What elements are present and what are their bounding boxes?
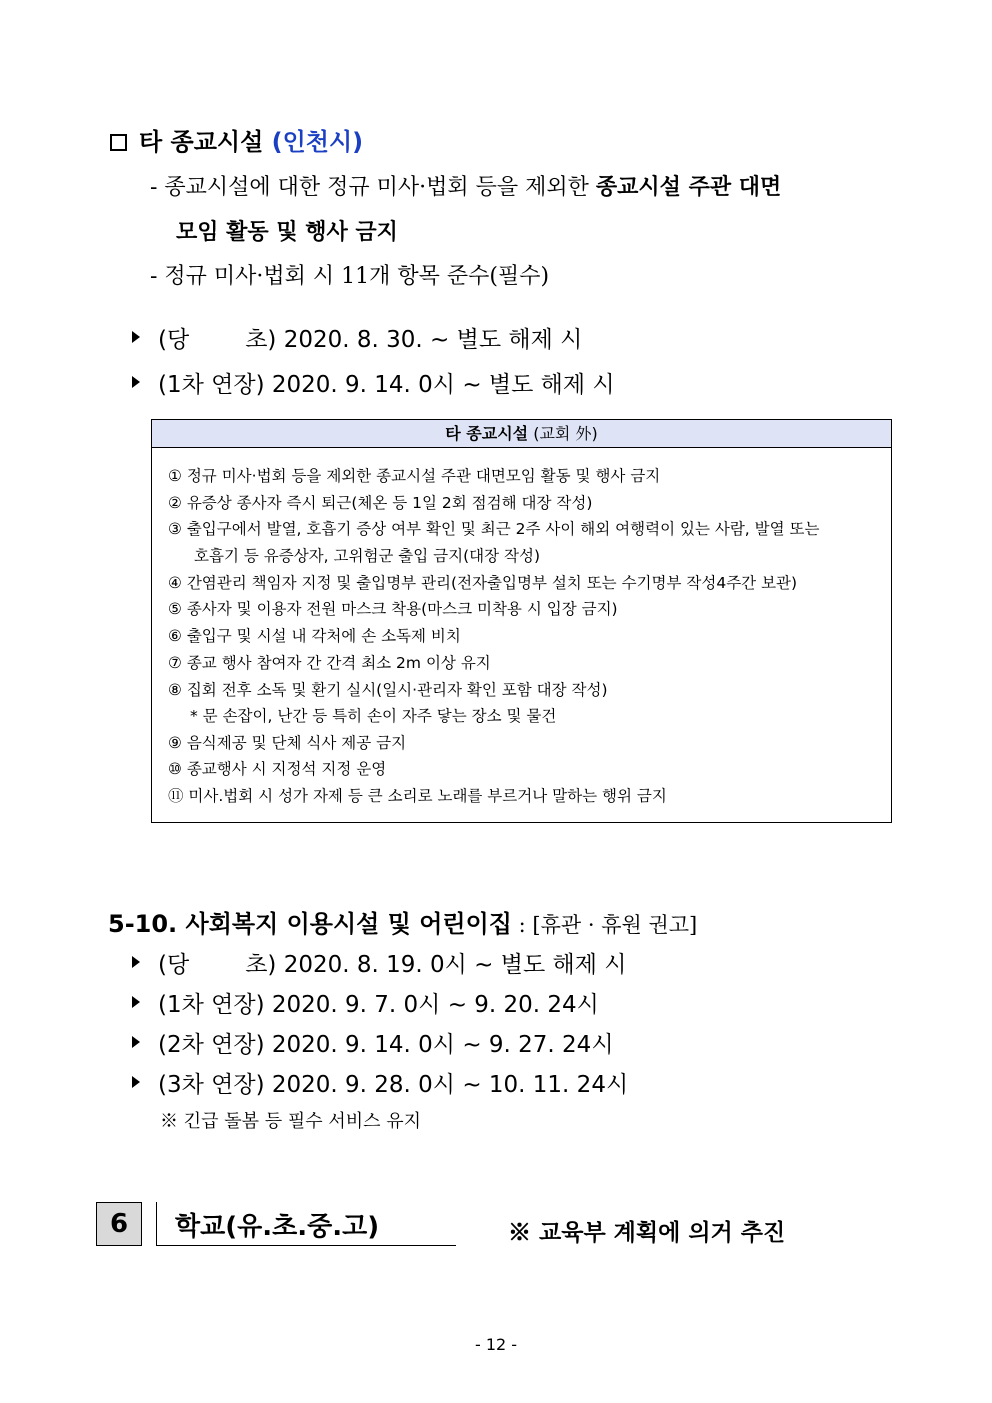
triangle-bullet-icon <box>132 331 140 343</box>
section-title-welfare: 5-10. 사회복지 이용시설 및 어린이집 : [휴관 · 휴원 권고] <box>108 910 698 938</box>
rule-item: ④ 간염관리 책임자 지정 및 출입명부 관리(전자출입명부 설치 또는 수기명부 작성4주간 보관) <box>168 574 798 592</box>
rule-item: ⑦ 종교 행사 참여자 간 간격 최소 2m 이상 유지 <box>168 654 491 672</box>
period-row: (당 초) 2020. 8. 30. ~ 별도 해제 시 <box>132 321 582 354</box>
period-row: (2차 연장) 2020. 9. 14. 0시 ~ 9. 27. 24시 <box>132 1026 614 1059</box>
bullet-line: - 종교시설에 대한 정규 미사·법회 등을 제외한 종교시설 주관 대면 <box>150 174 782 200</box>
section-title-religion <box>110 122 363 157</box>
rule-item: ⑨ 음식제공 및 단체 식사 제공 금지 <box>168 734 407 752</box>
school-note: ※ 교육부 계획에 의거 추진 <box>508 1219 786 1246</box>
bullet-line: - 정규 미사·법회 시 11개 항목 준수(필수) <box>150 264 550 289</box>
rule-item: ① 정규 미사·법회 등을 제외한 종교시설 주관 대면모임 활동 및 행사 금지 <box>168 467 661 485</box>
triangle-bullet-icon <box>132 376 140 388</box>
rule-item: ⑧ 집회 전후 소독 및 환기 실시(일시·관리자 확인 포함 대장 작성) <box>168 681 608 699</box>
rule-item: ③ 출입구에서 발열, 호흡기 증상 여부 확인 및 최근 2주 사이 해외 여행력이 있는 사람, 발열 또는 <box>168 520 820 538</box>
triangle-bullet-icon <box>132 956 140 968</box>
triangle-bullet-icon <box>132 1036 140 1048</box>
page-number: - 12 - <box>474 1335 518 1354</box>
section-number-badge: 6 <box>96 1202 142 1246</box>
rule-subnote: * 문 손잡이, 난간 등 특히 손이 자주 닿는 장소 및 물건 <box>190 707 557 725</box>
bullet-line-continued: 모임 활동 및 행사 금지 <box>176 219 398 245</box>
rule-item: ⑪ 미사.법회 시 성가 자제 등 큰 소리로 노래를 부르거나 말하는 행위 금지 <box>168 787 667 805</box>
period-row: (3차 연장) 2020. 9. 28. 0시 ~ 10. 11. 24시 <box>132 1066 628 1099</box>
rule-item: ⑤ 종사자 및 이용자 전원 마스크 착용(마스크 미착용 시 입장 금지) <box>168 600 618 618</box>
rule-item: ⑩ 종교행사 시 지정석 지정 운영 <box>168 760 387 778</box>
recommendation-tag: : [휴관 · 휴원 권고] <box>512 913 698 937</box>
welfare-note: ※ 긴급 돌봄 등 필수 서비스 유지 <box>160 1111 421 1132</box>
rule-item: ⑥ 출입구 및 시설 내 각처에 손 소독제 비치 <box>168 627 461 645</box>
period-row: (1차 연장) 2020. 9. 7. 0시 ~ 9. 20. 24시 <box>132 986 599 1019</box>
rule-item-continued: 호흡기 등 유증상자, 고위험군 출입 금지(대장 작성) <box>194 547 541 565</box>
period-row: (당 초) 2020. 8. 19. 0시 ~ 별도 해제 시 <box>132 946 626 979</box>
section-title-school: 학교(유.초.중.고) <box>156 1202 456 1246</box>
region-label: (인천시) <box>271 128 364 156</box>
period-row: (1차 연장) 2020. 9. 14. 0시 ~ 별도 해제 시 <box>132 366 615 399</box>
checkbox-icon <box>110 134 127 151</box>
triangle-bullet-icon <box>132 996 140 1008</box>
rules-box-header: 타 종교시설 (교회 外) <box>152 420 891 448</box>
triangle-bullet-icon <box>132 1076 140 1088</box>
section-title-text: 타 종교시설 <box>139 128 264 156</box>
rule-item: ② 유증상 종사자 즉시 퇴근(체온 등 1일 2회 점검해 대장 작성) <box>168 494 593 512</box>
rules-box <box>151 419 892 823</box>
